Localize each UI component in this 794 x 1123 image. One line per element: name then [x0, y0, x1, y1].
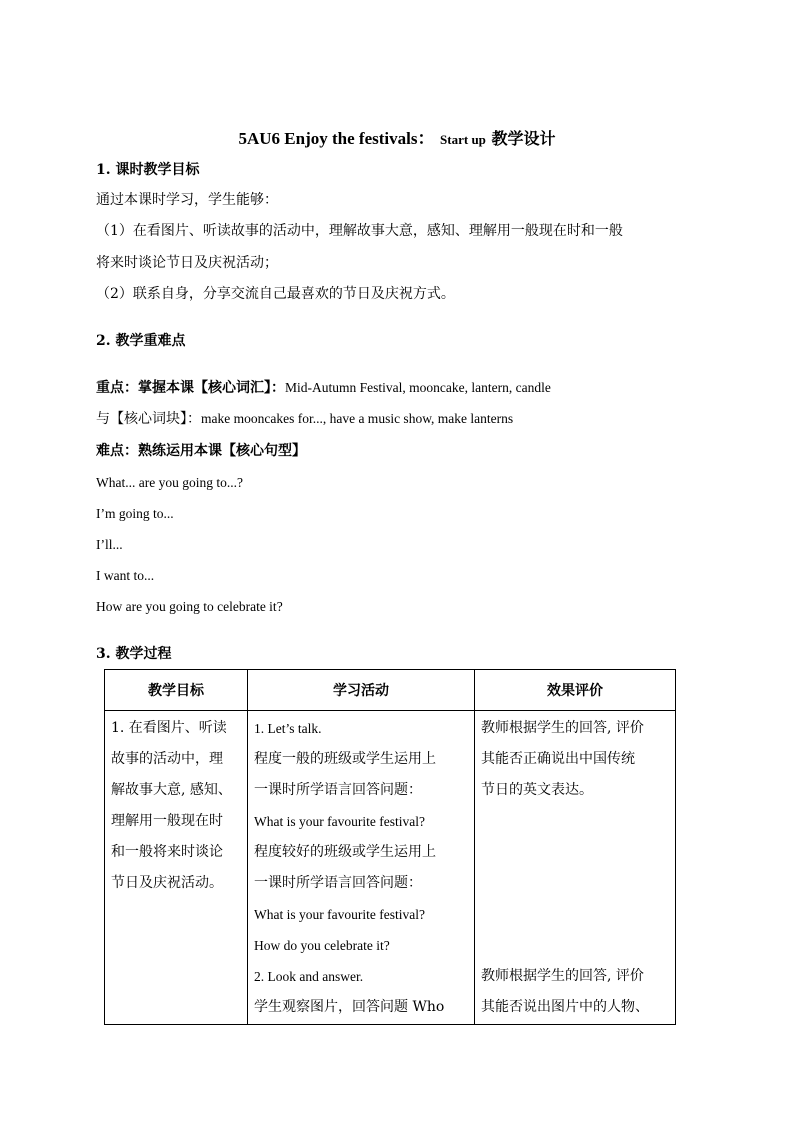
- pattern-item: I’m going to...: [96, 506, 174, 521]
- pattern-item: What... are you going to...?: [96, 475, 243, 490]
- key-label: 重点：掌握本课【核心词汇】：: [96, 380, 285, 396]
- key-phrases: make mooncakes for..., have a music show, make lanterns: [201, 411, 514, 426]
- section1-heading: 1. 课时教学目标: [96, 162, 200, 178]
- table-row: [105, 711, 676, 1025]
- column-header-evaluation: 效果评价: [475, 670, 676, 711]
- column-header-activity: 学习活动: [248, 670, 475, 711]
- column-header-goal: 教学目标: [105, 670, 248, 711]
- pattern-item: I’ll...: [96, 537, 123, 552]
- evaluation-line: 节日的英文表达。: [481, 782, 593, 798]
- activity-line: 程度较好的班级或学生运用上: [254, 844, 436, 860]
- evaluation-line: 教师根据学生的回答, 评价: [481, 968, 644, 984]
- activity-line: What is your favourite festival?: [254, 814, 425, 829]
- goal2: （2）联系自身，分享交流自己最喜欢的节日及庆祝方式。: [96, 286, 455, 302]
- activity-cell: [248, 711, 475, 1025]
- activity-line: How do you celebrate it?: [254, 938, 390, 953]
- goal-line: 理解用一般现在时: [111, 813, 223, 829]
- activity-line: What is your favourite festival?: [254, 907, 425, 922]
- activity-line: 一课时所学语言回答问题：: [254, 782, 422, 798]
- goal1-line2: 将来时谈论节日及庆祝活动；: [96, 255, 278, 271]
- goal-line: 解故事大意, 感知、: [111, 782, 232, 798]
- goal1-line1: （1）在看图片、听读故事的活动中，理解故事大意，感知、理解用一般现在时和一般: [96, 223, 623, 239]
- page-title: [0, 124, 794, 149]
- evaluation-line: 其能否正确说出中国传统: [481, 751, 635, 767]
- goal-line: 和一般将来时谈论: [111, 844, 223, 860]
- title-code: 5AU6 Enjoy the festivals：: [238, 129, 435, 148]
- goal-cell: [105, 711, 248, 1025]
- goal-line: 故事的活动中，理: [111, 751, 223, 767]
- activity-line: 一课时所学语言回答问题：: [254, 875, 422, 891]
- activity-line: 学生观察图片，回答问题 Who: [254, 999, 445, 1015]
- section1-intro: 通过本课时学习，学生能够：: [96, 192, 278, 208]
- goal-line: 1. 在看图片、听读: [111, 720, 227, 736]
- title-suffix: 教学设计: [491, 129, 556, 148]
- activity-line: 程度一般的班级或学生运用上: [254, 751, 436, 767]
- section3-heading: 3. 教学过程: [96, 646, 172, 662]
- evaluation-line: 教师根据学生的回答, 评价: [481, 720, 644, 736]
- evaluation-line: 其能否说出图片中的人物、: [481, 999, 649, 1015]
- evaluation-cell: [475, 711, 676, 1025]
- activity-line: 2. Look and answer.: [254, 969, 364, 984]
- section2-heading: 2. 教学重难点: [96, 333, 186, 349]
- pattern-item: I want to...: [96, 568, 155, 583]
- key-label2: 与【核心词块】：: [96, 411, 201, 427]
- pattern-item: How are you going to celebrate it?: [96, 599, 283, 614]
- goal-line: 节日及庆祝活动。: [111, 875, 223, 891]
- difficult-label: 难点：熟练运用本课【核心句型】: [96, 443, 306, 459]
- activity-line: 1. Let’s talk.: [254, 721, 322, 736]
- key-points-line2: [96, 409, 513, 429]
- process-table: [104, 669, 676, 1025]
- key-words: Mid-Autumn Festival, mooncake, lantern, candle: [285, 380, 551, 395]
- table-header-row: [105, 670, 676, 711]
- title-part: Start up: [440, 132, 486, 147]
- key-points-line1: [96, 378, 551, 398]
